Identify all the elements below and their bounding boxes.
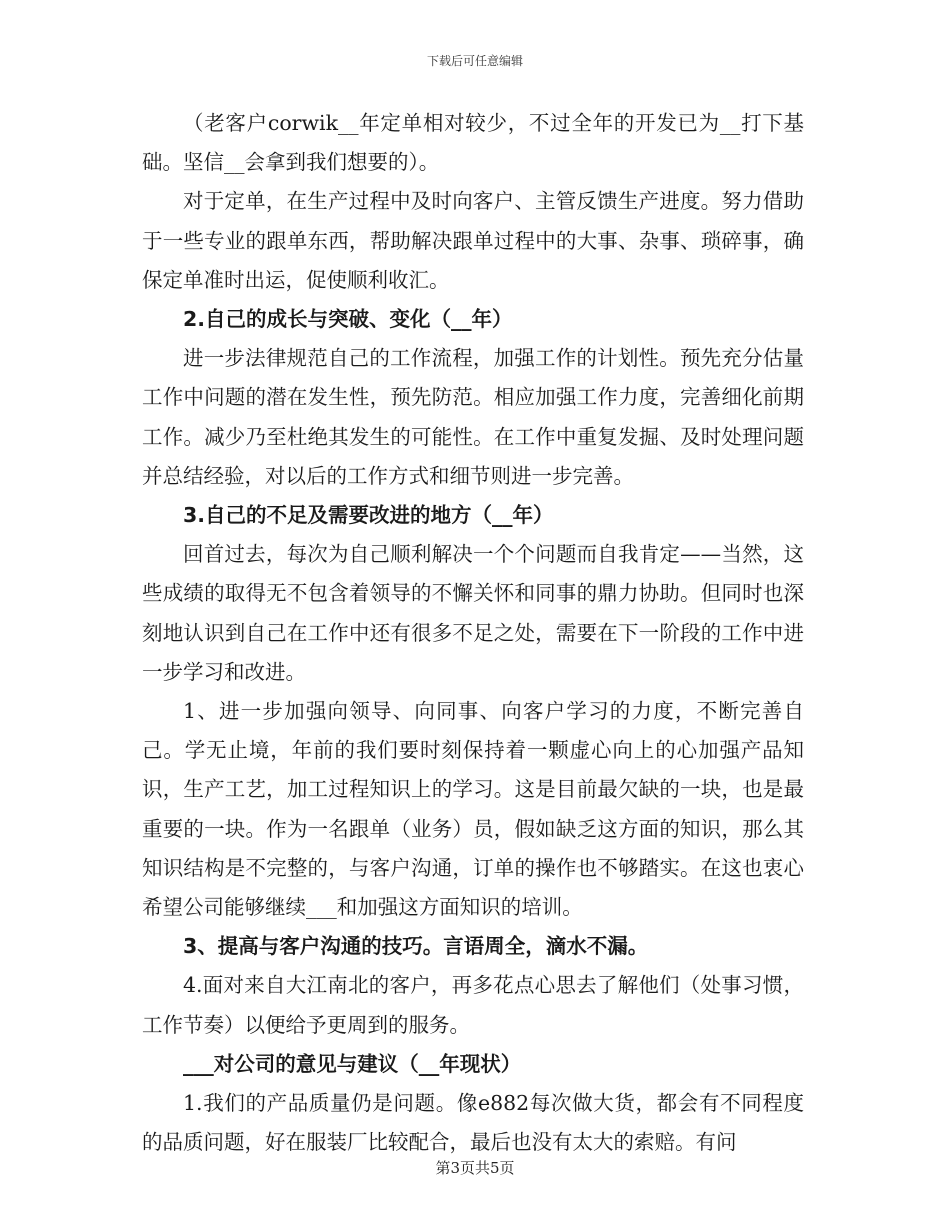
paragraph: 1、进一步加强向领导、向同事、向客户学习的力度，不断完善自己。学无止境，年前的我们要时刻保持着一颗虚心向上的心加强产品知识，生产工艺，加工过程知识上的学习。这是目前最欠缺的一块，也是最重要的一块。作为一名跟单（业务）员，假如缺乏这方面的知识，那么其知识结构是不完整的，与客户沟通，订单的操作也不够踏实。在这也衷心希望公司能够继续___和加强这方面知识的培训。	[142, 699, 804, 920]
paragraph: 回首过去，每次为自己顺利解决一个个问题而自我肯定——当然，这些成绩的取得无不包含着领导的不懈关怀和同事的鼎力协助。但同时也深刻地认识到自己在工作中还有很多不足之处，需要在下一阶段的工作中进一步学习和改进。	[142, 542, 804, 684]
page-number: 第3页共5页	[435, 1159, 515, 1177]
section-heading: 3.自己的不足及需要改进的地方（__年）	[183, 503, 554, 528]
paragraph: （老客户corwik__年定单相对较少，不过全年的开发已为__打下基础。坚信__会拿到我们想要的）。	[142, 111, 804, 175]
section-heading: 2.自己的成长与突破、变化（__年）	[183, 307, 513, 332]
paragraph: 对于定单，在生产过程中及时向客户、主管反馈生产进度。努力借助于一些专业的跟单东西，帮助解决跟单过程中的大事、杂事、琐碎事，确保定单准时出运，促使顺利收汇。	[142, 189, 804, 292]
paragraph: 1.我们的产品质量仍是问题。像e882每次做大货，都会有不同程度的品质问题，好在服装厂比较配合，最后也没有太大的索赔。有问	[142, 1091, 804, 1155]
document-body	[142, 104, 804, 1162]
section-heading: 3、提高与客户沟通的技巧。言语周全，滴水不漏。	[183, 934, 649, 959]
paragraph: 进一步法律规范自己的工作流程，加强工作的计划性。预先充分估量工作中问题的潜在发生性，预先防范。相应加强工作力度，完善细化前期工作。减少乃至杜绝其发生的可能性。在工作中重复发掘、及时处理问题并总结经验，对以后的工作方式和细节则进一步完善。	[142, 346, 804, 488]
page-header: 下载后可任意编辑	[426, 54, 523, 68]
paragraph: 4.面对来自大江南北的客户，再多花点心思去了解他们（处事习惯，工作节奏）以便给予更周到的服务。	[142, 973, 804, 1037]
section-heading: ___对公司的意见与建议（__年现状）	[183, 1051, 522, 1076]
